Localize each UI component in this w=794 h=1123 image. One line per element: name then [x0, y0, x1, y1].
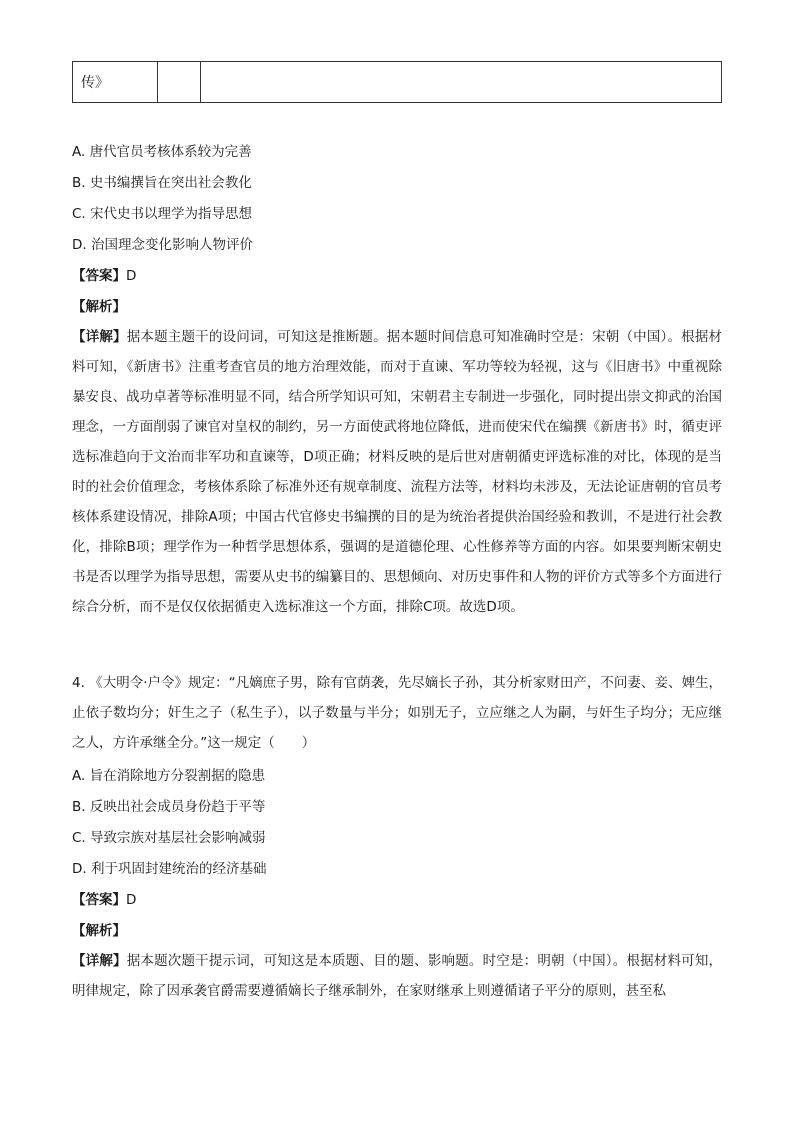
q3-option-c: C. 宋代史书以理学为指导思想 [72, 206, 253, 222]
detail-text: 据本题主题干的设问词，可知这是推断题。据本题时间信息可知准确时空是：宋朝（中国）。根据材料可知，《新唐书》注重考查官员的地方治理效能，而对于直谏、军功等较为轻视，这与《旧唐书》中重视除暴安良、战功卓著等标准明显不同，结合所学知识可知，宋朝君主专制进一步强化，同时提出崇文抑武的治国理念，一方面削弱了谏官对皇权的制约，另一方面使武将地位降低，进而使宋代在编撰《新唐书》时，循吏评选标准趋向于文治而非军功和直谏等，D项正确；材料反映的是后世对唐朝循吏评选标准的对比，体现的是当时的社会价值理念，考核体系除了标准外还有规章制度、流程方法等，材料均未涉及，无法论证唐朝的官员考核体系建设情况，排除A项；中国古代官修史书编撰的目的是为统治者提供治国经验和教训，不是进行社会教化，排除B项；理学作为一种哲学思想体系，强调的是道德伦理、心性修养等方面的内容。如果要判断宋朝史书是否以理学为指导思想，需要从史书的编纂目的、思想倾向、对历史事件和人物的评价方式等多个方面进行综合分析，而不是仅仅依据循吏入选标准这一个方面，排除C项。故选D项。 [72, 329, 723, 615]
detail-text: 据本题次题干提示词，可知这是本质题、目的题、影响题。时空是：明朝（中国）。根据材料可知，明律规定，除了因承袭官爵需要遵循嫡长子继承制外，在家财继承上则遵循诸子平分的原则，甚至私 [72, 953, 723, 999]
detail-label: 【详解】 [72, 329, 127, 345]
q3-analysis-label: 【解析】 [72, 299, 126, 315]
q4-option-a: A. 旨在消除地方分裂割据的隐患 [72, 768, 266, 784]
q4-analysis-label: 【解析】 [72, 923, 126, 939]
q3-option-b: B. 史书编撰旨在突出社会教化 [72, 175, 252, 191]
q4-option-b: B. 反映出社会成员身份趋于平等 [72, 799, 266, 815]
q4-detail [72, 946, 722, 1006]
q4-option-c: C. 导致宗族对基层社会影响减弱 [72, 830, 266, 846]
table-cell-source: 传》 [73, 62, 158, 103]
answer-label: 【答案】 [72, 268, 126, 284]
table-cell-empty [158, 62, 201, 103]
q4-stem: 4. 《大明令·户令》规定：“凡嫡庶子男，除有官荫袭，先尽嫡长子孙，其分析家财田产，不问妻、妾、婢生，止依子数均分；奸生之子（私生子），以子数量与半分；如别无子，立应继之人为嗣，与奸生子均分；无应继之人，方许承继全分。”这一规定（ ） [72, 675, 722, 751]
q4-option-d: D. 利于巩固封建统治的经济基础 [72, 861, 267, 877]
answer-label: 【答案】 [72, 892, 126, 908]
detail-label: 【详解】 [72, 953, 127, 969]
answer-value: D [126, 892, 137, 908]
q4-answer [72, 890, 722, 910]
answer-value: D [126, 268, 137, 284]
q3-detail [72, 322, 722, 622]
q3-answer [72, 266, 722, 286]
answer-table-fragment [72, 61, 722, 103]
table-cell-empty-wide [201, 62, 722, 103]
q3-option-d: D. 治国理念变化影响人物评价 [72, 237, 253, 253]
q3-option-a: A. 唐代官员考核体系较为完善 [72, 144, 252, 160]
